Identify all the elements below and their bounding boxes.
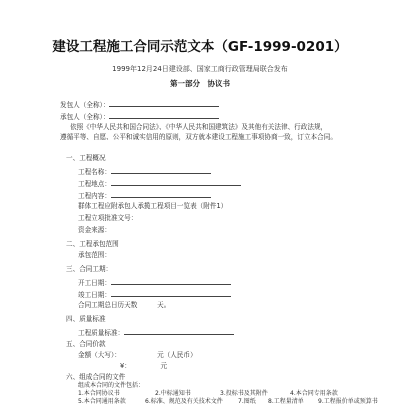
section-5-line: 金额（大写）： 元（人民币） <box>78 351 197 359</box>
section-3-line <box>78 290 231 299</box>
section-4-line <box>78 328 234 337</box>
employer-label: 发包人（全称）： <box>60 101 110 109</box>
contractor-label: 承包人（全称）： <box>60 113 110 121</box>
section-3-line: 合同工期总日历天数 天。 <box>78 301 171 309</box>
section-1-heading <box>66 155 106 162</box>
line-blank <box>111 278 231 285</box>
section-1-line <box>78 191 211 200</box>
section-1-line <box>78 167 211 176</box>
section-title: 工程承包范围 <box>79 240 119 248</box>
line-label: 工程地点： <box>78 180 111 188</box>
contractor-blank <box>109 112 219 119</box>
section-1-line: 群体工程应附承包人承揽工程项目一览表（附件1） <box>78 202 228 210</box>
section-title: 质量标准 <box>79 315 106 323</box>
preamble-line-1: 依照《中华人民共和国合同法》、《中华人民共和国建筑法》及其他有关法律、行政法规， <box>70 123 328 131</box>
section-title: 合同价款 <box>79 340 106 348</box>
line-label: 工程质量标准： <box>78 329 125 337</box>
section-3-line <box>78 278 231 287</box>
line-blank <box>111 179 241 186</box>
line-label: 工程内容： <box>78 192 111 200</box>
section-6-line: 6.标准、规范及有关技术文件 <box>145 398 223 405</box>
line-blank <box>111 167 211 174</box>
section-number: 五、 <box>66 340 80 348</box>
section-title: 工程概况 <box>79 154 106 162</box>
section-6-line: 2.中标通知书 <box>155 390 191 397</box>
section-title: 组成合同的文件 <box>79 373 126 381</box>
employer-blank <box>109 100 219 107</box>
line-label: 开工日期： <box>78 279 111 287</box>
line-blank <box>111 290 231 297</box>
section-title: 合同工期： <box>79 265 113 273</box>
part-heading: 第一部分 协议书 <box>170 79 230 88</box>
section-6-line: 9.工程报价单或预算书 <box>318 398 378 405</box>
section-5-heading <box>66 341 106 348</box>
document-title: 建设工程施工合同示范文本（GF-1999-0201） <box>52 39 348 55</box>
section-number: 一、 <box>66 154 80 162</box>
section-6-heading <box>66 374 125 381</box>
section-6-line: 组成本合同的文件包括： <box>78 382 145 389</box>
section-6-line: 3.投标书及其附件 <box>220 390 268 397</box>
contractor-line <box>60 112 219 121</box>
employer-line <box>60 100 219 109</box>
section-1-line: 工程立项批准文号： <box>78 214 138 222</box>
section-2-heading <box>66 241 119 248</box>
line-label: 竣工日期： <box>78 291 111 299</box>
section-number: 三、 <box>66 265 80 273</box>
section-6-line: 7.图纸 <box>238 398 256 405</box>
section-4-heading <box>66 316 106 323</box>
document-subtitle: 1999年12月24日建设部、国家工商行政管理局联合发布 <box>112 65 288 73</box>
section-1-line <box>78 179 241 188</box>
section-3-heading <box>66 266 112 273</box>
section-5-line: ¥： 元 <box>120 362 168 370</box>
section-2-line: 承包范围： <box>78 251 111 259</box>
line-blank <box>111 191 211 198</box>
section-number: 四、 <box>66 315 80 323</box>
section-number: 六、 <box>66 373 80 381</box>
line-label: 工程名称： <box>78 168 111 176</box>
section-6-line: 4.本合同专用条款 <box>290 390 338 397</box>
line-blank <box>124 328 234 335</box>
section-6-line: 8.工程量清单 <box>268 398 304 405</box>
section-6-line: 1.本合同协议书 <box>78 390 120 397</box>
section-6-line: 5.本合同通用条款 <box>78 398 126 405</box>
preamble-line-2: 遵循平等、自愿、公平和诚实信用的原则，双方就本建设工程施工事项协商一致，订立本合同。 <box>60 133 337 141</box>
section-1-line: 资金来源： <box>78 226 111 234</box>
section-number: 二、 <box>66 240 80 248</box>
